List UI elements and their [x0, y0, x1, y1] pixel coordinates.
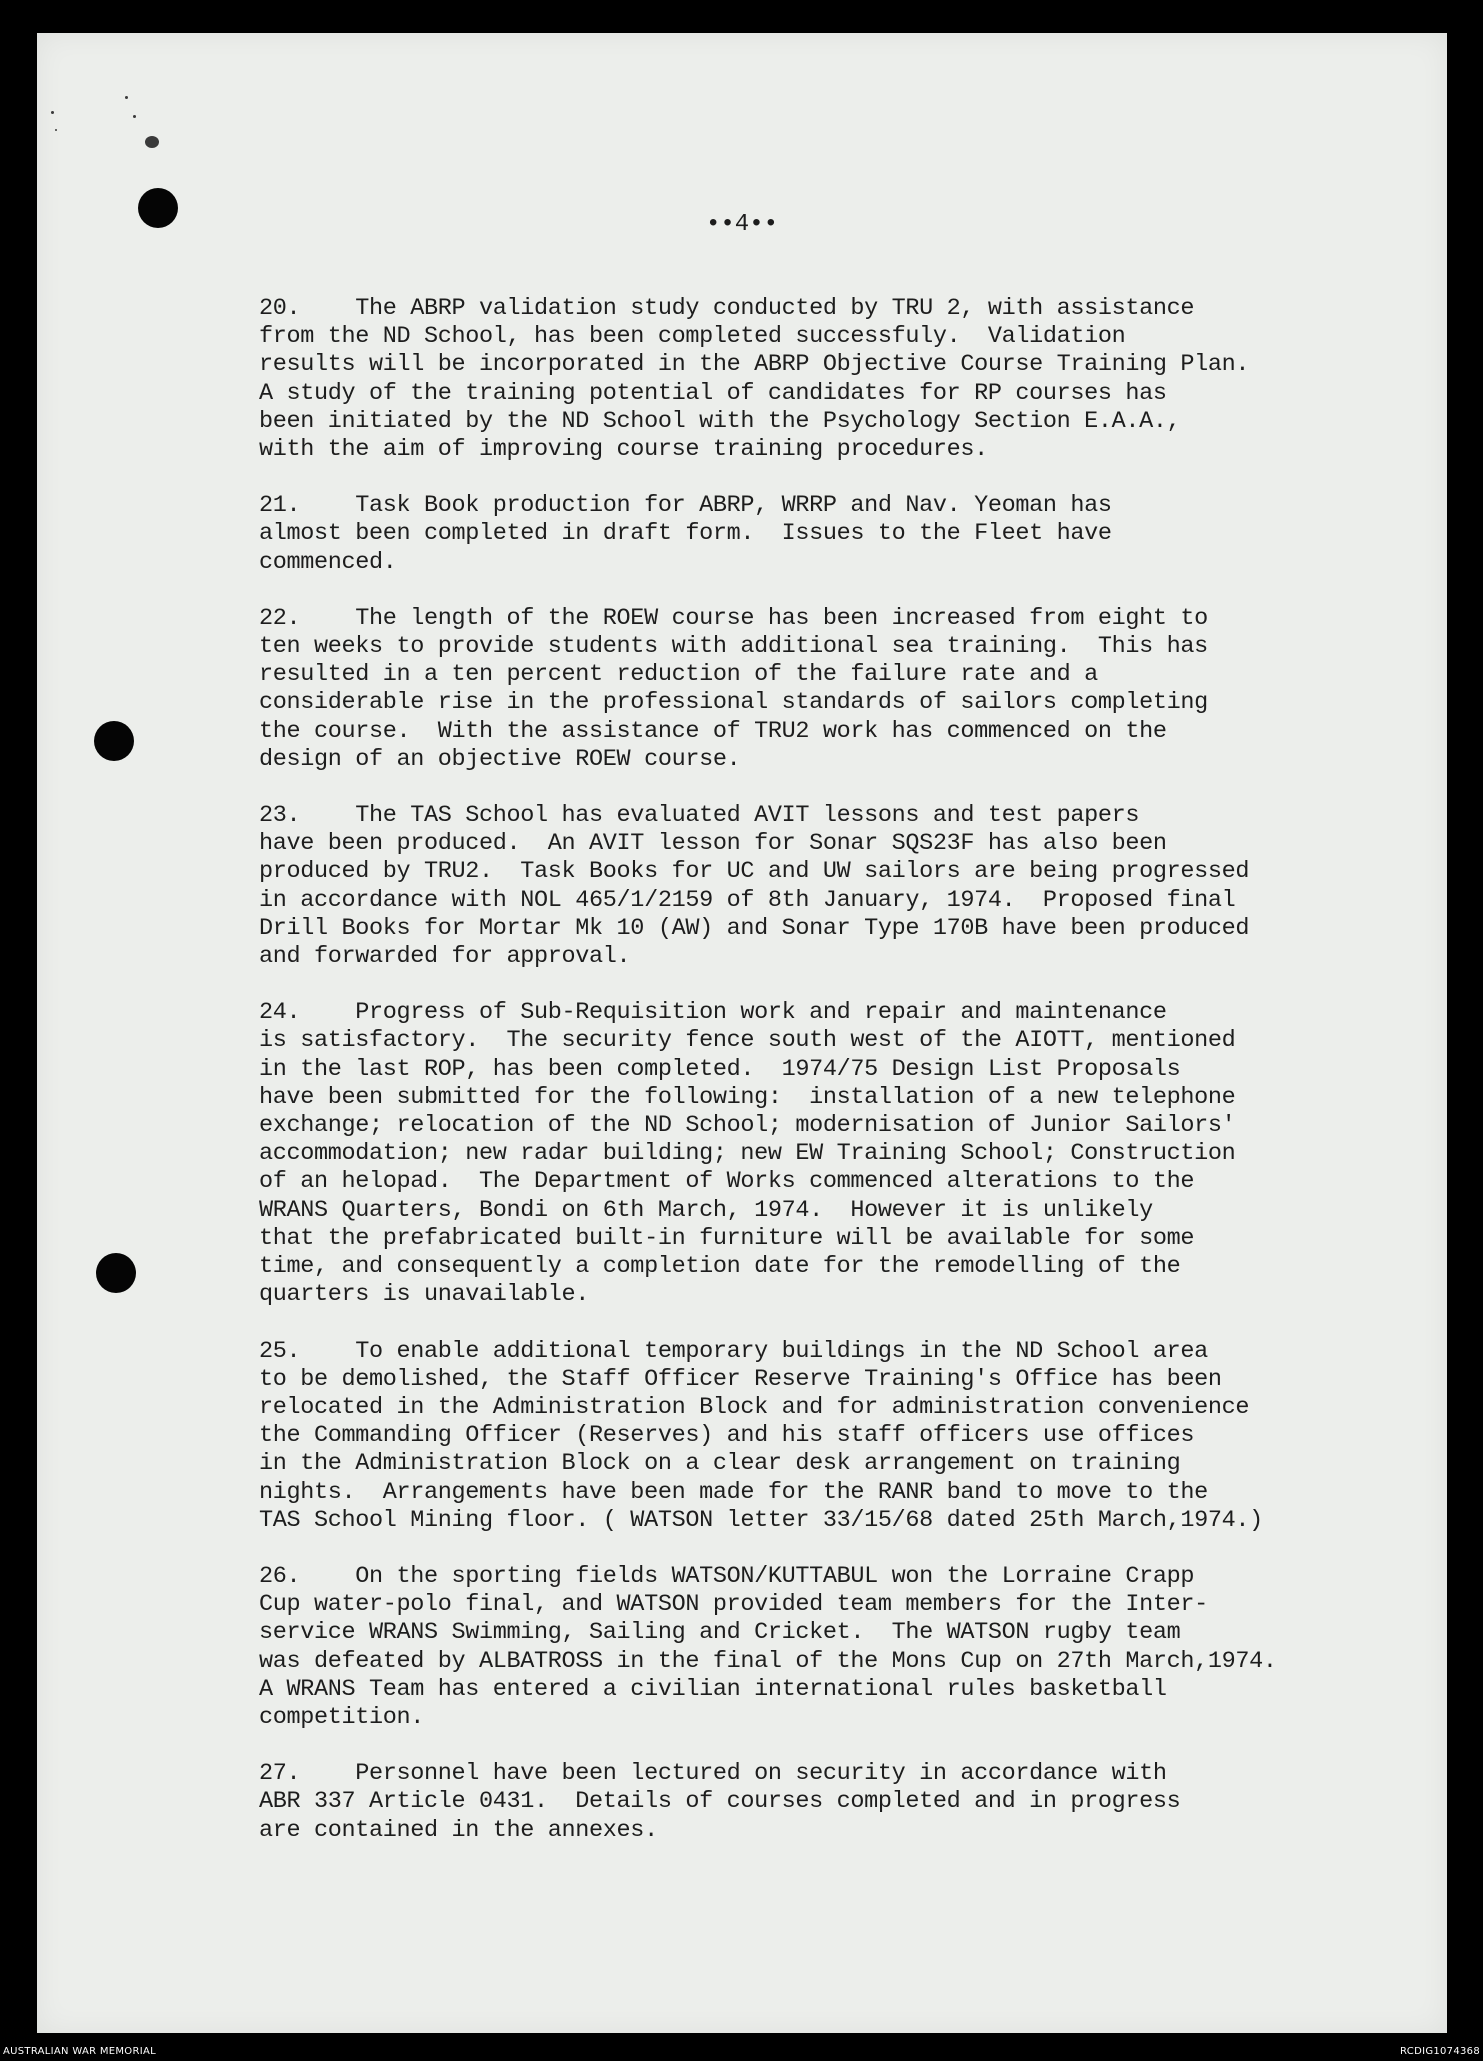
paragraph-25: 25. To enable additional temporary buildings in the ND School area to be demolished, the Staff Officer Reserve Training's Office has been relocated in the Administration Block and for administration convenience the Commanding Officer (Reserves) and his staff officers use offices in the Administration Block on a clear desk arrangement on training nights. Arrangements have been made for the RANR band to move to the TAS School Mining floor. ( WATSON letter 33/15/68 dated 25th March,1974.) — [259, 1337, 1263, 1534]
paragraph-23: 23. The TAS School has evaluated AVIT lessons and test papers have been produced. An AVIT lesson for Sonar SQS23F has also been produced by TRU2. Task Books for UC and UW sailors are being progressed in accordance with NOL 465/1/2159 of 8th January, 1974. Proposed final Drill Books for Mortar Mk 10 (AW) and Sonar Type 170B have been produced and forwarded for approval. — [259, 802, 1250, 971]
paragraph-24: 24. Progress of Sub-Requisition work and repair and maintenance is satisfactory. The security fence south west of the AIOTT, mentioned in the last ROP, has been completed. 1974/75 Design List Proposals have been submitted for the following: installation of a new telephone exchange; relocation of the ND School; modernisation of Junior Sailors' accommodation; new radar building; new EW Training School; Construction of an helopad. The Department of Works commenced alterations to the WRANS Quarters, Bondi on 6th March, 1974. However it is unlikely that the prefabricated built-in furniture will be available for some time, and consequently a completion date for the remodelling of the quarters is unavailable. — [259, 999, 1236, 1309]
document-page — [37, 33, 1447, 2033]
paper-mark — [133, 115, 136, 118]
page-number: ••4•• — [705, 211, 778, 238]
archive-record-id: RCDIG1074368 — [1400, 2046, 1480, 2057]
paragraph-21: 21. Task Book production for ABRP, WRRP and Nav. Yeoman has almost been completed in draft form. Issues to the Fleet have commenced. — [259, 492, 1112, 576]
paragraph-20: 20. The ABRP validation study conducted by TRU 2, with assistance from the ND School, has been completed successfuly. Validation results will be incorporated in the ABRP Objective Course Training Plan. A study of the training potential of candidates for RP courses has been initiated by the ND School with the Psychology Section E.A.A., with the aim of improving course training procedures. — [259, 295, 1250, 464]
paper-mark — [55, 129, 57, 131]
paragraph-27: 27. Personnel have been lectured on security in accordance with ABR 337 Article 0431. Details of courses completed and in progress are contained in the annexes. — [259, 1760, 1181, 1844]
paragraph-26: 26. On the sporting fields WATSON/KUTTABUL won the Lorraine Crapp Cup water-polo final, and WATSON provided team members for the Inter- service WRANS Swimming, Sailing and Cricket. The WATSON rugby team was defeated by ALBATROSS in the final of the Mons Cup on 27th March,1974. A WRANS Team has entered a civilian international rules basketball competition. — [259, 1562, 1277, 1731]
document-body — [259, 295, 1379, 1873]
paragraph-22: 22. The length of the ROEW course has been increased from eight to ten weeks to provide students with additional sea training. This has resulted in a ten percent reduction of the failure rate and a considerable rise in the professional standards of sailors completing the course. With the assistance of TRU2 work has commenced on the design of an objective ROEW course. — [259, 604, 1208, 773]
paper-mark — [145, 136, 159, 148]
punch-hole-lower — [96, 1253, 136, 1293]
punch-hole-upper — [94, 721, 134, 761]
archive-credit: AUSTRALIAN WAR MEMORIAL — [3, 2046, 156, 2057]
paper-mark — [51, 111, 54, 114]
paper-mark — [125, 96, 128, 99]
